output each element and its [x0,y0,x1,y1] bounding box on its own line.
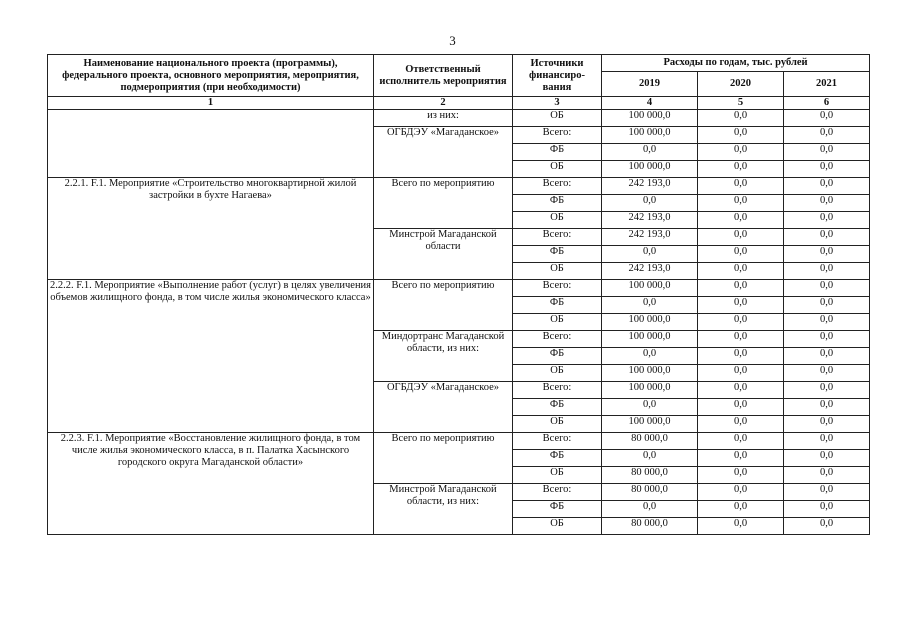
header-year-2019: 2019 [602,72,698,97]
col-number-4: 4 [602,97,698,110]
amount-2019: 0,0 [602,297,698,314]
amount-2020: 0,0 [698,382,784,399]
amount-2020: 0,0 [698,331,784,348]
funding-source: Всего: [513,229,602,246]
header-funding-source: Источники финансиро-вания [513,55,602,97]
amount-2021: 0,0 [784,331,870,348]
amount-2021: 0,0 [784,348,870,365]
page-number: 3 [449,33,456,48]
amount-2021: 0,0 [784,399,870,416]
funding-source: ОБ [513,314,602,331]
amount-2021: 0,0 [784,518,870,535]
amount-2021: 0,0 [784,382,870,399]
amount-2020: 0,0 [698,484,784,501]
executor-label: Миндортранс Магаданской области, из них: [374,331,513,382]
amount-2021: 0,0 [784,161,870,178]
funding-source: ФБ [513,450,602,467]
funding-source: ФБ [513,399,602,416]
activity-name [48,110,374,178]
header-expenses: Расходы по годам, тыс. рублей [602,55,870,72]
funding-source: ОБ [513,467,602,484]
amount-2021: 0,0 [784,195,870,212]
amount-2020: 0,0 [698,229,784,246]
amount-2021: 0,0 [784,484,870,501]
activity-name: 2.2.1. F.1. Мероприятие «Строительство многоквартирной жилой застройки в бухте Нагаева» [48,178,374,280]
amount-2020: 0,0 [698,144,784,161]
amount-2019: 100 000,0 [602,382,698,399]
table-row [48,110,870,127]
funding-source: ФБ [513,501,602,518]
amount-2021: 0,0 [784,127,870,144]
amount-2021: 0,0 [784,212,870,229]
amount-2020: 0,0 [698,110,784,127]
amount-2020: 0,0 [698,450,784,467]
header-year-2021: 2021 [784,72,870,97]
amount-2021: 0,0 [784,110,870,127]
table-row [48,178,870,195]
amount-2019: 0,0 [602,144,698,161]
amount-2019: 100 000,0 [602,416,698,433]
executor-label: Минстрой Магаданской области [374,229,513,280]
amount-2020: 0,0 [698,467,784,484]
amount-2019: 80 000,0 [602,484,698,501]
funding-source: ОБ [513,161,602,178]
activity-name: 2.2.3. F.1. Мероприятие «Восстановление жилищного фонда, в том числе жилья экономического класса, в п. Палатка Хасынского городского округа Магаданской области» [48,433,374,535]
amount-2021: 0,0 [784,246,870,263]
amount-2020: 0,0 [698,297,784,314]
amount-2021: 0,0 [784,144,870,161]
executor-label: Всего по мероприятию [374,178,513,229]
funding-source: ФБ [513,297,602,314]
amount-2020: 0,0 [698,280,784,297]
executor-label: ОГБДЭУ «Магаданское» [374,127,513,178]
funding-source: Всего: [513,127,602,144]
funding-source: Всего: [513,331,602,348]
amount-2019: 0,0 [602,195,698,212]
funding-source: Всего: [513,382,602,399]
funding-source: ФБ [513,195,602,212]
amount-2021: 0,0 [784,280,870,297]
executor-label: Всего по мероприятию [374,280,513,331]
amount-2021: 0,0 [784,314,870,331]
executor-label: Всего по мероприятию [374,433,513,484]
amount-2020: 0,0 [698,263,784,280]
funding-source: ОБ [513,263,602,280]
amount-2019: 100 000,0 [602,127,698,144]
col-number-2: 2 [374,97,513,110]
amount-2021: 0,0 [784,450,870,467]
funding-source: ОБ [513,416,602,433]
amount-2021: 0,0 [784,365,870,382]
funding-source: ОБ [513,212,602,229]
amount-2020: 0,0 [698,212,784,229]
amount-2020: 0,0 [698,195,784,212]
amount-2021: 0,0 [784,501,870,518]
amount-2020: 0,0 [698,348,784,365]
amount-2019: 0,0 [602,348,698,365]
table-body [48,110,870,535]
amount-2021: 0,0 [784,416,870,433]
amount-2019: 100 000,0 [602,314,698,331]
amount-2021: 0,0 [784,263,870,280]
amount-2019: 80 000,0 [602,467,698,484]
table-row [48,280,870,297]
col-number-1: 1 [48,97,374,110]
amount-2019: 80 000,0 [602,433,698,450]
amount-2020: 0,0 [698,365,784,382]
amount-2019: 100 000,0 [602,331,698,348]
funding-source: ФБ [513,348,602,365]
amount-2020: 0,0 [698,416,784,433]
activity-name: 2.2.2. F.1. Мероприятие «Выполнение работ (услуг) в целях увеличения объемов жилищного фонда, в том числе жилья экономического класса» [48,280,374,433]
amount-2020: 0,0 [698,518,784,535]
amount-2019: 242 193,0 [602,229,698,246]
amount-2021: 0,0 [784,229,870,246]
amount-2019: 100 000,0 [602,161,698,178]
amount-2020: 0,0 [698,399,784,416]
amount-2020: 0,0 [698,314,784,331]
amount-2019: 100 000,0 [602,110,698,127]
executor-label: Минстрой Магаданской области, из них: [374,484,513,535]
amount-2019: 242 193,0 [602,263,698,280]
col-number-6: 6 [784,97,870,110]
funding-source: ОБ [513,110,602,127]
header-year-2020: 2020 [698,72,784,97]
amount-2019: 0,0 [602,399,698,416]
amount-2020: 0,0 [698,433,784,450]
amount-2019: 0,0 [602,450,698,467]
amount-2020: 0,0 [698,127,784,144]
amount-2019: 242 193,0 [602,212,698,229]
header-executor: Ответственный исполнитель мероприятия [374,55,513,97]
amount-2021: 0,0 [784,178,870,195]
funding-source: Всего: [513,484,602,501]
funding-source: ОБ [513,365,602,382]
funding-source: ФБ [513,144,602,161]
expenses-table [47,54,870,535]
amount-2019: 100 000,0 [602,280,698,297]
col-number-3: 3 [513,97,602,110]
executor-label: ОГБДЭУ «Магаданское» [374,382,513,433]
amount-2019: 100 000,0 [602,365,698,382]
amount-2019: 0,0 [602,246,698,263]
funding-source: Всего: [513,433,602,450]
amount-2020: 0,0 [698,501,784,518]
header-project-name: Наименование национального проекта (программы), федерального проекта, основного мероприятия, мероприятия, подмероприятия (при необходимости) [48,55,374,97]
amount-2021: 0,0 [784,433,870,450]
funding-source: ОБ [513,518,602,535]
funding-source: Всего: [513,178,602,195]
amount-2020: 0,0 [698,246,784,263]
amount-2021: 0,0 [784,467,870,484]
col-number-5: 5 [698,97,784,110]
amount-2019: 80 000,0 [602,518,698,535]
funding-source: Всего: [513,280,602,297]
table-row [48,433,870,450]
amount-2021: 0,0 [784,297,870,314]
amount-2019: 242 193,0 [602,178,698,195]
executor-label: из них: [374,110,513,127]
amount-2019: 0,0 [602,501,698,518]
amount-2020: 0,0 [698,161,784,178]
funding-source: ФБ [513,246,602,263]
amount-2020: 0,0 [698,178,784,195]
